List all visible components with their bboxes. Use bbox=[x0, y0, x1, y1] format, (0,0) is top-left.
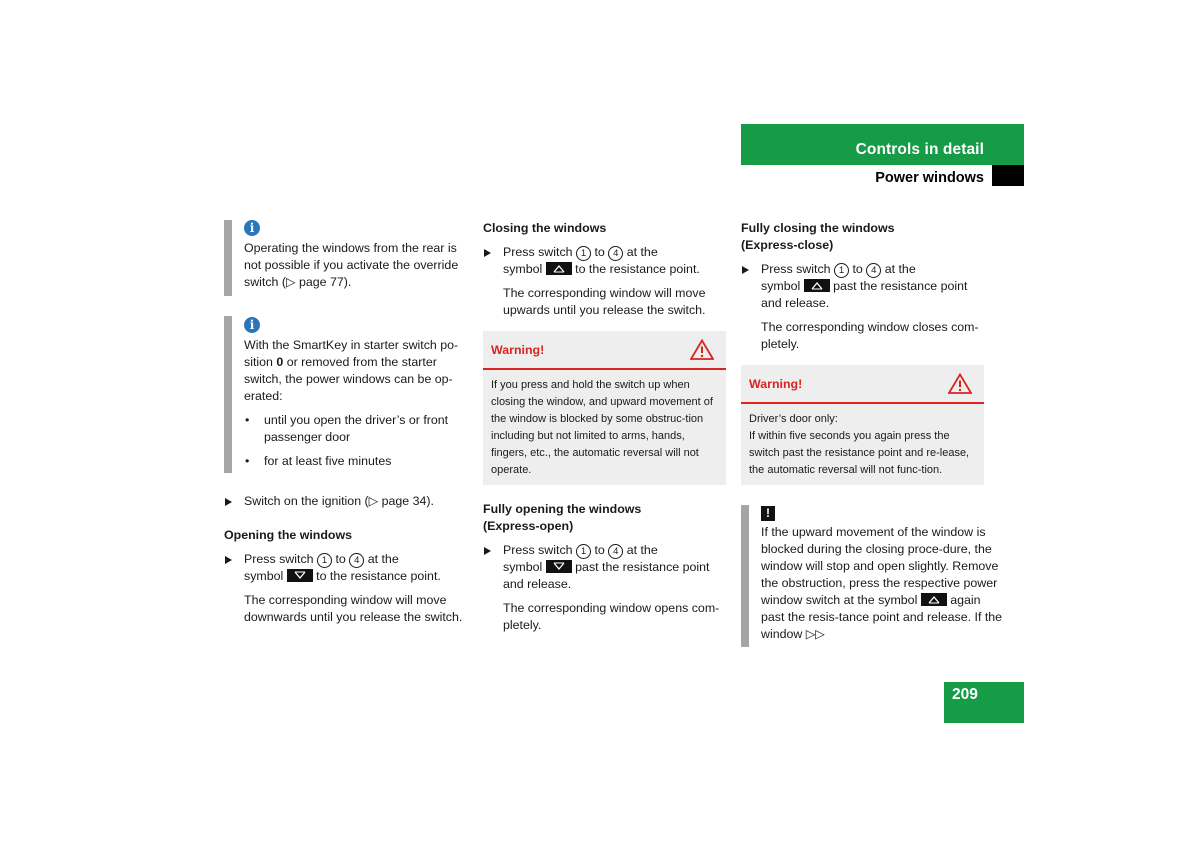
warning-box-closing bbox=[483, 331, 726, 485]
heading-express-close: Fully closing the windows (Express-close) bbox=[741, 221, 895, 252]
list-item: • until you open the driver’s or front passenger door bbox=[245, 413, 449, 444]
result-opening: The corresponding window will move downwards until you release the switch. bbox=[244, 593, 463, 624]
step-opening: Press switch 1 to 4 at the symbol to the resistance point. bbox=[224, 551, 469, 585]
window-down-symbol-icon bbox=[287, 569, 313, 582]
switch-number-1: 1 bbox=[576, 544, 591, 559]
info-icon: i bbox=[244, 220, 260, 236]
warning-text: Driver’s door only: If within five seconds you again press the switch past the resistance point and re-lease, the automatic reversal will not func-tion. bbox=[749, 413, 970, 476]
switch-number-4: 4 bbox=[349, 553, 364, 568]
info-note-smartkey bbox=[224, 316, 469, 473]
info-text: With the SmartKey in starter switch po-sition 0 or removed from the starter switch, the power windows can be op-erated: bbox=[244, 338, 459, 403]
exclamation-icon: ! bbox=[761, 506, 775, 521]
step-express-open: Press switch 1 to 4 at the symbol past the resistance point and release. bbox=[483, 542, 726, 593]
warning-text: If you press and hold the switch up when closing the window, and upward movement of the window is blocked by some obstruc-tion including but not limited to arms, hands, fingers, etc., the automatic reversal will not operate. bbox=[491, 379, 713, 476]
window-up-symbol-icon bbox=[546, 262, 572, 275]
caution-note bbox=[741, 505, 1005, 647]
heading-closing: Closing the windows bbox=[483, 221, 607, 235]
switch-number-4: 4 bbox=[608, 246, 623, 261]
switch-number-4: 4 bbox=[608, 544, 623, 559]
warning-title: Warning! bbox=[491, 343, 545, 357]
header-black-tab bbox=[992, 165, 1024, 186]
note-bar bbox=[741, 505, 749, 647]
heading-express-open: Fully opening the windows (Express-open) bbox=[483, 502, 642, 533]
info-note-override bbox=[224, 220, 469, 296]
bullet-triangle-icon bbox=[484, 547, 491, 555]
column-1 bbox=[224, 220, 469, 626]
info-text: Operating the windows from the rear is not possible if you activate the override switch (▷ page 77). bbox=[244, 241, 459, 289]
bullet-triangle-icon bbox=[484, 249, 491, 257]
list-item: • for at least five minutes bbox=[245, 454, 392, 468]
note-bar bbox=[224, 220, 232, 296]
column-2 bbox=[483, 220, 726, 634]
window-up-symbol-icon bbox=[804, 279, 830, 292]
step-closing: Press switch 1 to 4 at the symbol to the resistance point. bbox=[483, 244, 726, 278]
window-down-symbol-icon bbox=[546, 560, 572, 573]
step-express-close: Press switch 1 to 4 at the symbol past the resistance point and release. bbox=[741, 261, 984, 312]
window-up-symbol-icon bbox=[921, 593, 947, 606]
step-ignition: Switch on the ignition (▷ page 34). bbox=[224, 493, 469, 510]
switch-number-4: 4 bbox=[866, 263, 881, 278]
warning-title: Warning! bbox=[749, 377, 803, 391]
result-express-open: The corresponding window opens com-pletely. bbox=[503, 601, 720, 632]
warning-triangle-icon bbox=[948, 373, 972, 394]
caution-text: If the upward movement of the window is blocked during the closing proce-dure, the window will stop and open slightly. Remove the obstruction, press the respective power window switch at the symbol again past the resis-tance point and release. If the window ▷▷ bbox=[761, 525, 1003, 641]
bullet-triangle-icon bbox=[742, 266, 749, 274]
note-bar bbox=[224, 316, 232, 473]
column-3 bbox=[741, 220, 1003, 647]
section-title: Controls in detail bbox=[855, 141, 984, 158]
info-icon: i bbox=[244, 317, 260, 333]
page-number: 209 bbox=[952, 686, 978, 703]
switch-number-1: 1 bbox=[834, 263, 849, 278]
switch-number-1: 1 bbox=[576, 246, 591, 261]
warning-triangle-icon bbox=[690, 339, 714, 360]
warning-box-express-close bbox=[741, 365, 984, 485]
subsection-title: Power windows bbox=[875, 170, 984, 186]
result-closing: The corresponding window will move upwards until you release the switch. bbox=[503, 286, 706, 317]
bullet-triangle-icon bbox=[225, 556, 232, 564]
heading-opening: Opening the windows bbox=[224, 528, 353, 542]
bullet-triangle-icon bbox=[225, 498, 232, 506]
switch-number-1: 1 bbox=[317, 553, 332, 568]
result-express-close: The corresponding window closes com-pletely. bbox=[761, 320, 979, 351]
